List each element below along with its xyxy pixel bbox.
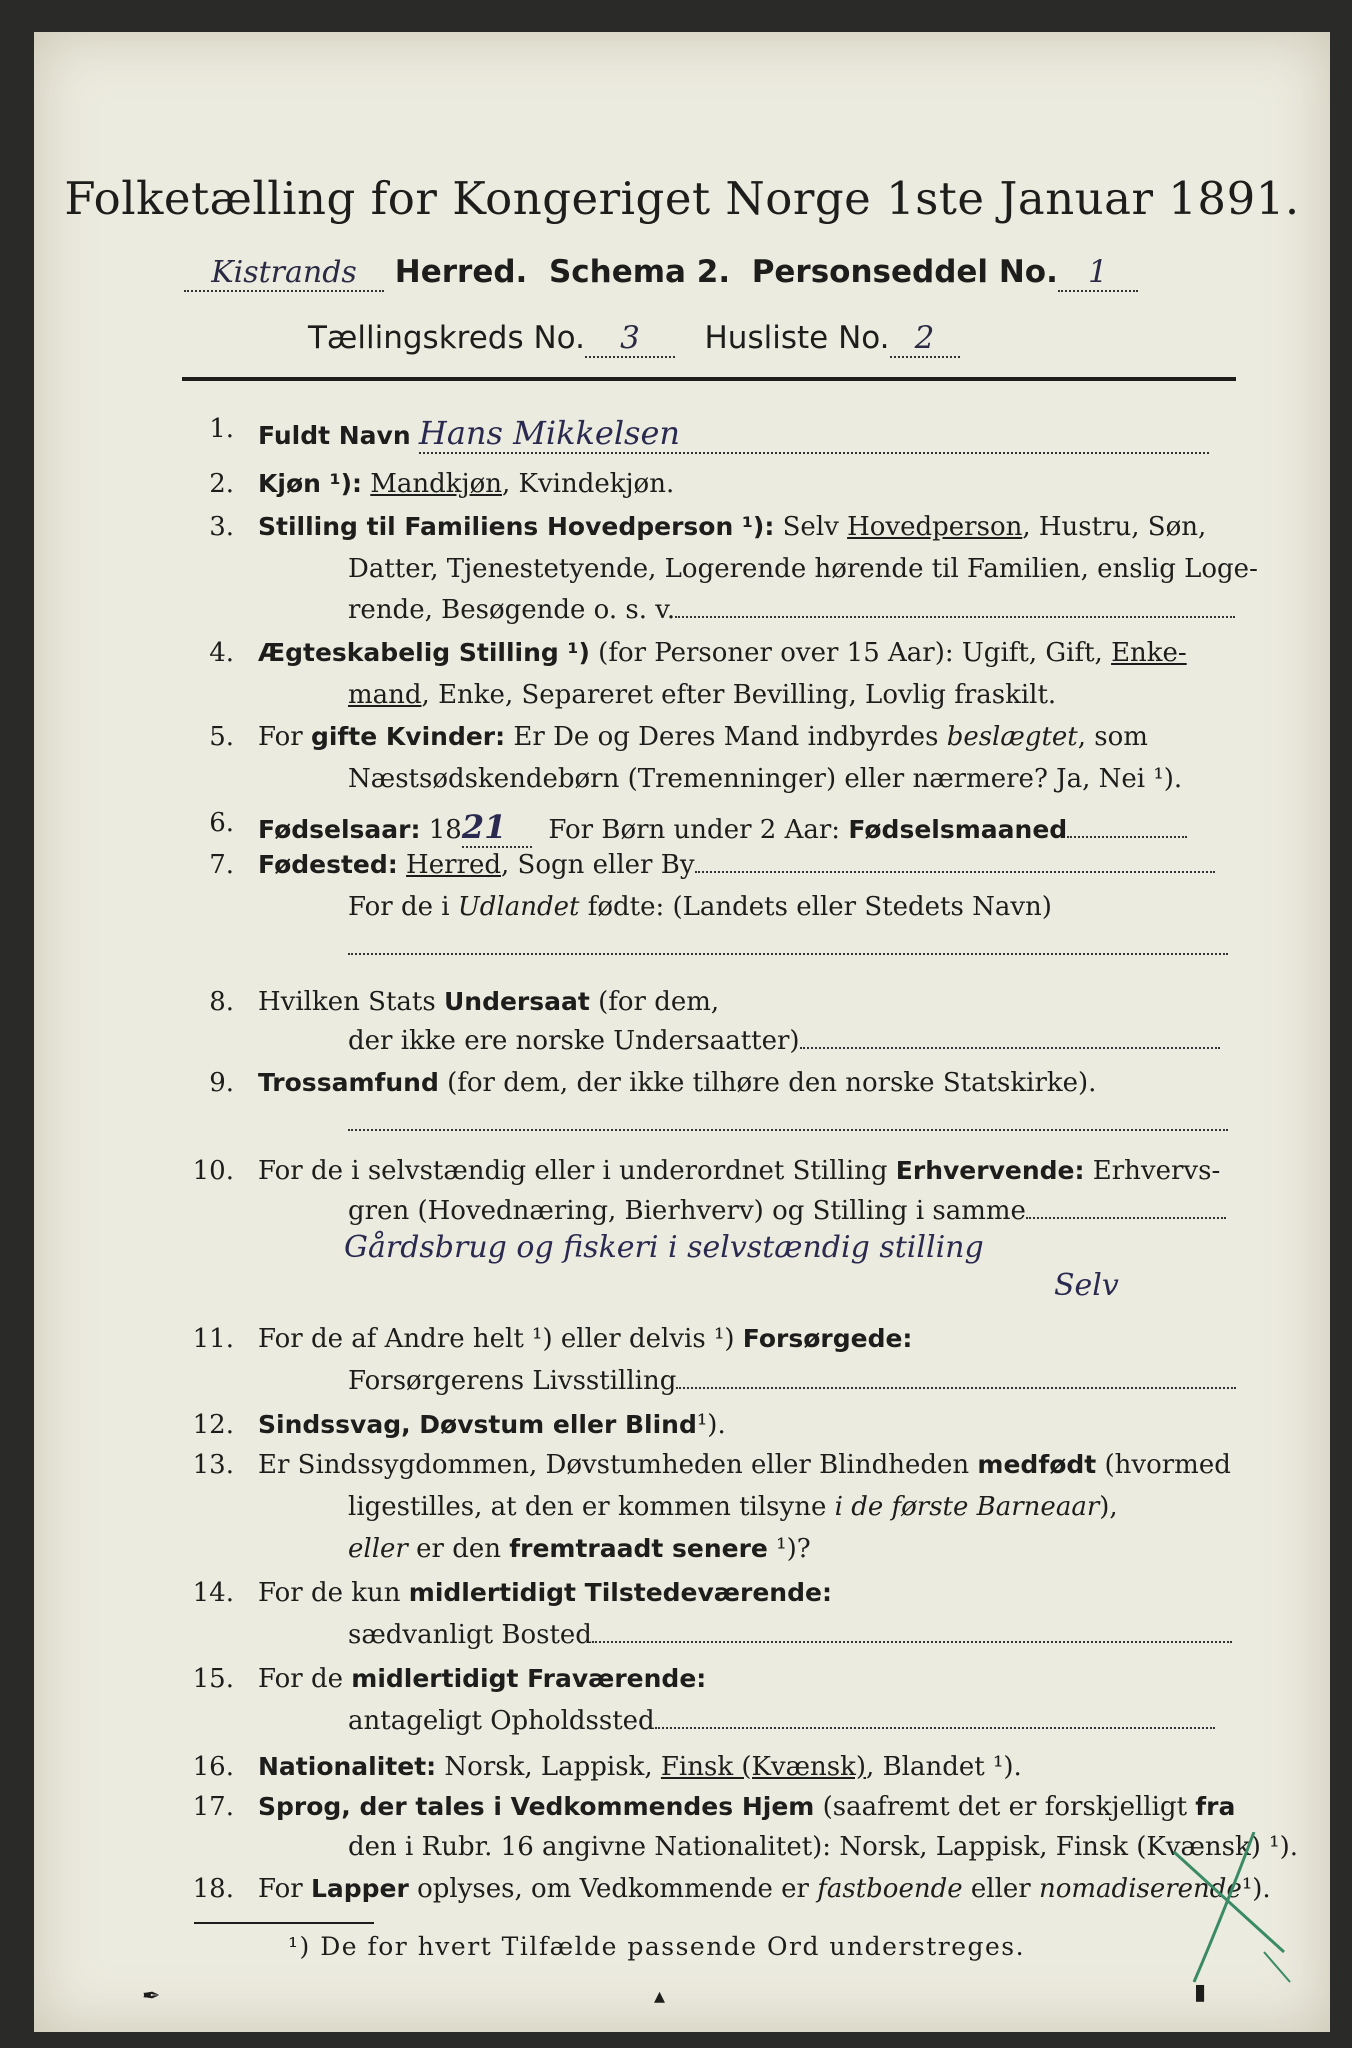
field-label: Fødested: (258, 850, 398, 879)
herred-label: Herred. (394, 254, 528, 290)
field-text: For de i selvstændig eller i underordnet Stilling (258, 1156, 888, 1186)
personseddel-label: Personseddel No. (751, 254, 1058, 290)
field-text: For de kun (258, 1578, 401, 1608)
herred-line (184, 254, 1138, 292)
ink-blot-icon: ▮ (1194, 1980, 1207, 2005)
field-text: ¹)? (776, 1534, 811, 1564)
position-selected: Hovedperson (847, 512, 1023, 542)
field-number: 17. (192, 1792, 234, 1822)
field-text: antageligt Opholdssted (348, 1706, 655, 1736)
personseddel-no: 1 (1058, 254, 1138, 292)
field-text: ), (1099, 1492, 1118, 1522)
field-text: Hvilken Stats (258, 987, 436, 1017)
field-number: 9. (209, 1068, 234, 1098)
field-number: 4. (209, 638, 234, 668)
field-label: Fødselsaar: (258, 815, 421, 844)
field-number: 1. (209, 414, 234, 444)
marital-selected-cont: mand (348, 680, 422, 710)
field-text: sædvanligt Bosted (348, 1620, 592, 1650)
field-label: Stilling til Familiens Hovedperson ¹): (258, 512, 775, 541)
form-title: Folketælling for Kongeriget Norge 1ste Januar 1891. (64, 172, 1300, 225)
kreds-line (308, 320, 960, 358)
field-number: 8. (209, 987, 234, 1017)
gender-selected: Mandkjøn (370, 469, 502, 499)
field-label: Nationalitet: (258, 1752, 437, 1781)
header-rule (182, 377, 1236, 381)
field-label: midlertidigt Tilstedeværende: (408, 1578, 832, 1607)
field-text: eller (348, 1534, 408, 1564)
field-text: , Sogn eller By (501, 850, 695, 880)
field-label: Trossamfund (258, 1068, 439, 1097)
field-text: ¹). (696, 1410, 726, 1440)
field-text: nomadiserende (1039, 1874, 1242, 1904)
field-label: Undersaat (443, 987, 590, 1016)
field-text: Forsørgerens Livsstilling (348, 1366, 677, 1396)
field-text: den i Rubr. 16 angivne Nationalitet): Norsk, Lappisk, Finsk (Kvænsk) ¹). (348, 1832, 1299, 1862)
field-text: , som (1077, 722, 1148, 752)
field-text: Erhvervs- (1092, 1156, 1221, 1186)
field-number: 6. (209, 808, 234, 838)
field-text: (hvormed (1104, 1450, 1231, 1480)
field-number: 5. (209, 722, 234, 752)
field-text: For Børn under 2 Aar: (548, 815, 841, 845)
nationality-selected: Finsk (Kvænsk) (660, 1752, 867, 1782)
field-number: 12. (192, 1410, 234, 1440)
field-label: fra (1195, 1792, 1236, 1821)
ink-blot-icon: ✒ (142, 1984, 161, 2009)
field-text: , Blandet ¹). (866, 1752, 1022, 1782)
field-text: eller (970, 1874, 1031, 1904)
field-text: er den (416, 1534, 501, 1564)
green-cross-mark-icon (1164, 1832, 1294, 1992)
field-text: For (258, 1874, 303, 1904)
field-text: Norsk, Lappisk, (444, 1752, 653, 1782)
census-form (34, 32, 1330, 2032)
field-text: , Enke, Separeret efter Bevilling, Lovlig fraskilt. (421, 680, 1057, 710)
footnote: ¹) De for hvert Tilfælde passende Ord understreges. (288, 1932, 1026, 1961)
field-text: Datter, Tjenestetyende, Logerende hørende til Familien, enslig Loge- (348, 554, 1258, 584)
field-text: 18 (428, 815, 462, 845)
occupation-status-value: Selv (1054, 1268, 1119, 1303)
full-name-value: Hans Mikkelsen (419, 414, 1209, 454)
field-number: 14. (192, 1578, 234, 1608)
field-label: Forsørgede: (742, 1324, 913, 1353)
field-label: Sprog, der tales i Vedkommendes Hjem (258, 1792, 815, 1821)
field-text: For de af Andre helt ¹) eller delvis ¹) (258, 1324, 735, 1354)
field-number: 15. (192, 1664, 234, 1694)
birth-year-value: 21 (462, 808, 532, 848)
field-text: (for dem, (598, 987, 720, 1017)
field-label: Fuldt Navn (258, 421, 411, 450)
field-label: medfødt (977, 1450, 1097, 1479)
field-text: ligestilles, at den er kommen tilsyne (348, 1492, 827, 1522)
field-text: (for dem, der ikke tilhøre den norske Statskirke). (447, 1068, 1097, 1098)
field-text: i de første Barneaar (834, 1492, 1100, 1522)
field-number: 2. (209, 469, 234, 499)
field-text: For (258, 722, 303, 752)
field-number: 7. (209, 850, 234, 880)
ink-blot-icon: ▴ (654, 1984, 666, 2009)
field-label: gifte Kvinder: (310, 722, 506, 751)
field-number: 11. (192, 1324, 234, 1354)
field-text: beslægtet (946, 722, 1078, 752)
field-text: Udlandet (457, 892, 580, 922)
field-text: For de i (348, 892, 450, 922)
field-10-answer (184, 1228, 1240, 1308)
husliste-label: Husliste No. (704, 320, 890, 356)
field-text: rende, Besøgende o. s. v. (348, 595, 676, 625)
taellingskreds-no: 3 (585, 320, 675, 358)
field-text: (saafremt det er forskjelligt (822, 1792, 1188, 1822)
field-text: (for Personer over 15 Aar): Ugift, Gift, (598, 638, 1103, 668)
field-label: midlertidigt Fraværende: (351, 1664, 707, 1693)
husliste-no: 2 (890, 320, 960, 358)
field-label: fremtraadt senere (509, 1534, 768, 1563)
option-text: Selv (782, 512, 839, 542)
option-text: , Hustru, Søn, (1022, 512, 1207, 542)
field-label: Ægteskabelig Stilling ¹) (258, 638, 590, 667)
field-number: 18. (192, 1874, 234, 1904)
birthplace-selected: Herred (406, 850, 501, 880)
field-text: fastboende (817, 1874, 963, 1904)
field-text: fødte: (Landets eller Stedets Navn) (587, 892, 1052, 922)
field-text: ¹). (1241, 1874, 1271, 1904)
field-number: 10. (192, 1156, 234, 1186)
marital-selected: Enke- (1111, 638, 1187, 668)
field-number: 13. (192, 1450, 234, 1480)
field-text: gren (Hovednæring, Bierhverv) og Stilling i samme (348, 1196, 1026, 1226)
field-label: Kjøn ¹): (258, 469, 362, 498)
field-text: oplyses, om Vedkommende er (417, 1874, 809, 1904)
field-label: Erhvervende: (895, 1156, 1085, 1185)
field-text: Næstsødskendebørn (Tremenninger) eller nærmere? Ja, Nei ¹). (348, 764, 1183, 794)
gender-other: , Kvindekjøn. (502, 469, 675, 499)
schema-label: Schema 2. (548, 254, 731, 290)
field-text: der ikke ere norske Undersaatter) (348, 1026, 800, 1056)
field-label: Sindssvag, Døvstum eller Blind (258, 1410, 697, 1439)
footnote-rule (194, 1922, 374, 1924)
field-text: For de (258, 1664, 343, 1694)
herred-name: Kistrands (184, 255, 384, 292)
field-text: Er De og Deres Mand indbyrdes (513, 722, 939, 752)
occupation-value: Gårdsbrug og fiskeri i selvstændig stilling (344, 1230, 984, 1265)
field-label: Fødselsmaaned (848, 815, 1068, 844)
field-text: Er Sindssygdommen, Døvstumheden eller Blindheden (258, 1450, 970, 1480)
taellingskreds-label: Tællingskreds No. (308, 320, 585, 356)
field-number: 3. (209, 512, 234, 542)
field-label: Lapper (310, 1874, 409, 1903)
field-number: 16. (192, 1752, 234, 1782)
